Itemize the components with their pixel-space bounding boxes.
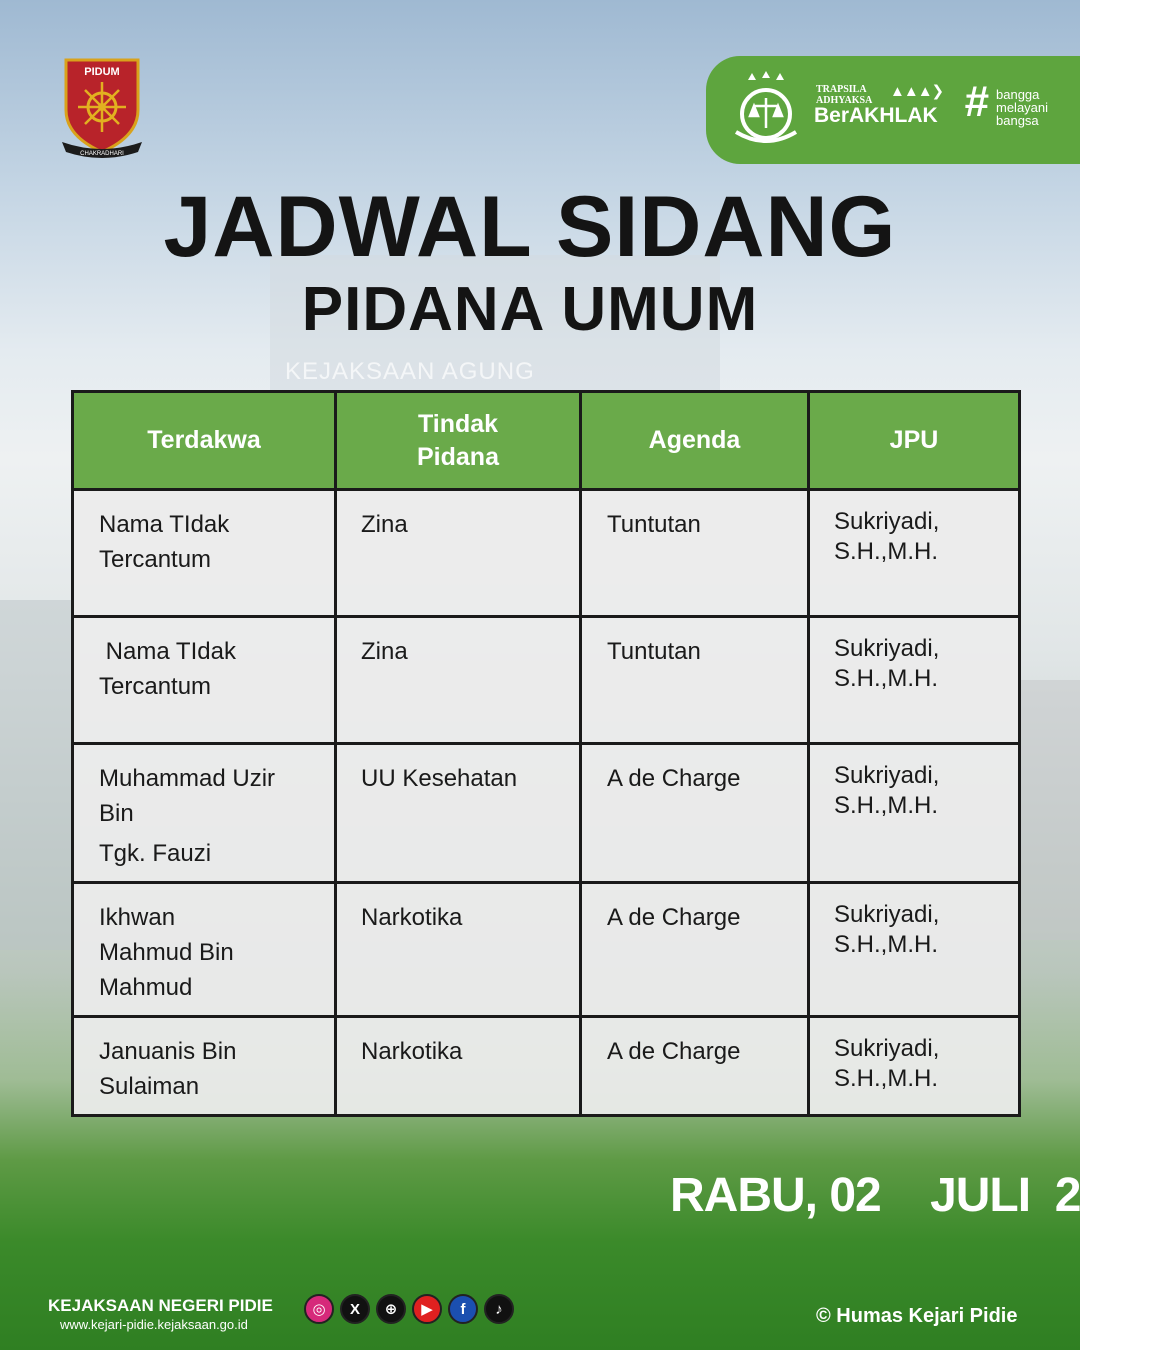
table-row — [73, 617, 1020, 744]
kejaksaan-emblem-icon — [728, 70, 804, 150]
badge-arrows-icon: ▲▲▲❯ — [890, 83, 944, 100]
social-links — [304, 1294, 514, 1324]
cell-jpu: Sukriyadi, S.H.,M.H. — [809, 617, 1020, 744]
header-tindak-pidana: Tindak Pidana — [336, 392, 581, 490]
cell-tindak-pidana: Narkotika — [336, 1017, 581, 1116]
cell-agenda: Tuntutan — [581, 490, 809, 617]
table-header-row — [73, 392, 1020, 490]
cell-jpu: Sukriyadi, S.H.,M.H. — [809, 490, 1020, 617]
table-row — [73, 490, 1020, 617]
badge-tagline: bangga melayani bangsa — [996, 87, 1049, 128]
web-icon[interactable]: ⊕ — [376, 1294, 406, 1324]
badge-trapsila-text: TRAPSILA ADHYAKSA — [816, 84, 873, 106]
logo-label: PIDUM — [84, 66, 120, 78]
page-subtitle: PIDANA UMUM — [301, 275, 759, 344]
background-building-left — [0, 600, 80, 950]
x-icon[interactable]: X — [340, 1294, 370, 1324]
cell-terdakwa: Nama TIdak Tercantum — [73, 490, 336, 617]
cell-tindak-pidana: Zina — [336, 490, 581, 617]
footer-copyright: © Humas Kejari Pidie — [816, 1305, 1018, 1327]
cell-tindak-pidana: Zina — [336, 617, 581, 744]
footer-org-name: KEJAKSAAN NEGERI PIDIE — [48, 1296, 273, 1315]
cell-terdakwa: Muhammad Uzir Bin Tgk. Fauzi — [73, 744, 336, 883]
table-row — [73, 1017, 1020, 1116]
cell-agenda: A de Charge — [581, 744, 809, 883]
instagram-icon[interactable]: ◎ — [304, 1294, 334, 1324]
cell-tindak-pidana: UU Kesehatan — [336, 744, 581, 883]
cell-terdakwa: Nama TIdak Tercantum — [73, 617, 336, 744]
pidum-logo — [60, 52, 144, 162]
berakhlak-badge — [706, 56, 1080, 164]
facebook-icon[interactable]: f — [448, 1294, 478, 1324]
background-building-sign: KEJAKSAAN AGUNG — [285, 358, 535, 385]
table-row — [73, 744, 1020, 883]
cell-jpu: Sukriyadi, S.H.,M.H. — [809, 1017, 1020, 1116]
cell-terdakwa: Ikhwan Mahmud Bin Mahmud — [73, 883, 336, 1017]
cell-jpu: Sukriyadi, S.H.,M.H. — [809, 744, 1020, 883]
cell-agenda: A de Charge — [581, 883, 809, 1017]
tiktok-icon[interactable]: ♪ — [484, 1294, 514, 1324]
logo-ribbon: CHAKRADHARI — [80, 151, 124, 157]
header-agenda: Agenda — [581, 392, 809, 490]
header-jpu: JPU — [809, 392, 1020, 490]
youtube-icon[interactable]: ▶ — [412, 1294, 442, 1324]
cell-agenda: A de Charge — [581, 1017, 809, 1116]
table-row — [73, 883, 1020, 1017]
footer-website[interactable]: www.kejari-pidie.kejaksaan.go.id — [60, 1317, 248, 1332]
badge-hash-icon: # — [964, 77, 989, 126]
header-terdakwa: Terdakwa — [73, 392, 336, 490]
cell-agenda: Tuntutan — [581, 617, 809, 744]
cell-tindak-pidana: Narkotika — [336, 883, 581, 1017]
cell-terdakwa: Januanis Bin Sulaiman — [73, 1017, 336, 1116]
page-title: JADWAL SIDANG — [163, 179, 897, 275]
badge-berakhlak-text: BerAKHLAK — [814, 104, 938, 127]
schedule-table — [71, 390, 1021, 1117]
schedule-date: RABU, 02 JULI 2025 — [670, 1169, 1158, 1222]
cell-jpu: Sukriyadi, S.H.,M.H. — [809, 883, 1020, 1017]
